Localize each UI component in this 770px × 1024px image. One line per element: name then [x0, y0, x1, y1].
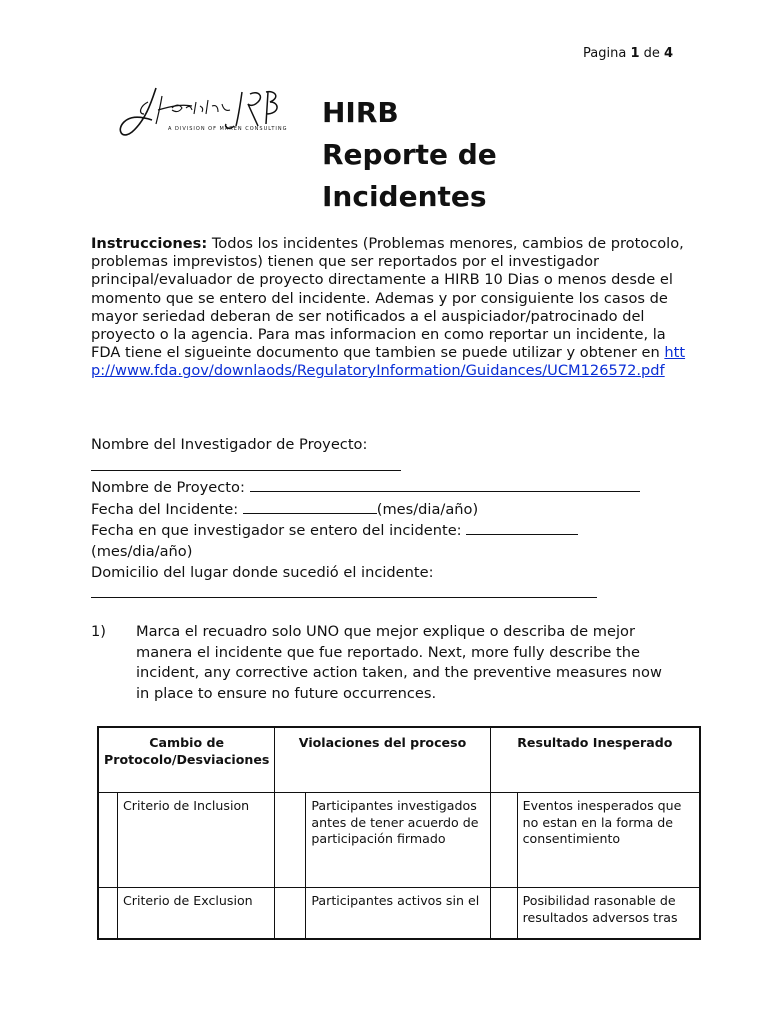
learned-date-label: Fecha en que investigador se entero del incidente: — [91, 522, 462, 540]
learned-date-line[interactable] — [466, 520, 578, 535]
title-line-3: Incidentes — [322, 180, 487, 213]
cell-unexpected-events: Eventos inesperados que no estan en la forma de consentimiento — [517, 793, 700, 888]
checkbox-inclusion[interactable] — [98, 793, 118, 888]
page-of: de — [643, 46, 660, 61]
incident-date-line[interactable] — [243, 499, 377, 514]
learned-date-format: (mes/dia/año) — [91, 542, 193, 560]
checkbox-unsigned-consent[interactable] — [275, 793, 306, 888]
incident-date-format: (mes/dia/año) — [376, 500, 479, 518]
cell-exclusion: Criterio de Exclusion — [118, 888, 275, 940]
page-current: 1 — [630, 46, 640, 61]
table-row — [98, 793, 700, 888]
project-name-line[interactable] — [250, 477, 640, 492]
cell-adverse-results: Posibilidad rasonable de resultados adversos tras — [517, 888, 700, 940]
header-protocol-change: Cambio de Protocolo/Desviaciones — [98, 727, 275, 793]
question-1-text: Marca el recuadro solo UNO que mejor explique o describa de mejor manera el incidente que fue reportado. Next, more fully describe the incident, any corrective action taken, and the preventive measures now in place to ensure no future occurrences. — [136, 623, 662, 702]
incident-type-table — [97, 726, 701, 940]
instructions-label: Instrucciones: — [91, 235, 208, 252]
instructions-body: Todos los incidentes (Problemas menores, cambios de protocolo, problemas imprevistos) tienen que ser reportados por el investigador principal/evaluador de proyecto directamente a HIRB 10 Dias o menos desde el momento que se entero del incidente. Ademas y por consiguiente los casos de mayor seriedad deberan de ser notificados a el auspiciador/patrocinado del proyecto o la agencia. Para mas informacion en como reportar un incidente, la FDA tiene el sigueinte documento que tambien se puede utilizar y obtener en — [91, 235, 684, 362]
header-process-violations: Violaciones del proceso — [275, 727, 490, 793]
header-unexpected-result: Resultado Inesperado — [490, 727, 700, 793]
cell-active-participants: Participantes activos sin el — [306, 888, 490, 940]
heartland-irb-logo — [112, 80, 312, 144]
project-name-label: Nombre de Proyecto: — [91, 479, 245, 497]
investigator-name-line[interactable] — [91, 456, 401, 471]
table-header-row — [98, 727, 700, 793]
checkbox-unexpected-events[interactable] — [490, 793, 517, 888]
cell-inclusion: Criterio de Inclusion — [118, 793, 275, 888]
checkbox-exclusion[interactable] — [98, 888, 118, 940]
checkbox-active-participants[interactable] — [275, 888, 306, 940]
fda-guidance-link[interactable]: http://www.fda.gov/downlaods/RegulatoryInformation/Guidances/UCM126572.pdf — [91, 344, 686, 380]
page-number — [583, 46, 673, 61]
document-title — [322, 92, 497, 218]
investigator-name-label: Nombre del Investigador de Proyecto: — [91, 436, 368, 453]
page-label: Pagina — [583, 46, 627, 61]
incident-date-label: Fecha del Incidente: — [91, 500, 239, 518]
question-1-number: 1) — [91, 623, 106, 640]
report-fields — [91, 435, 691, 605]
checkbox-adverse-results[interactable] — [490, 888, 517, 940]
title-line-2: Reporte de — [322, 138, 497, 171]
instructions-paragraph — [91, 235, 691, 381]
logo-tagline: A DIVISION OF MAREN CONSULTING — [168, 126, 288, 132]
title-line-1: HIRB — [322, 96, 399, 129]
page-total: 4 — [664, 46, 674, 61]
location-line[interactable] — [91, 583, 597, 598]
location-label: Domicilio del lugar donde sucedió el incidente: — [91, 563, 434, 581]
cell-unsigned-consent: Participantes investigados antes de tener acuerdo de participación firmado — [306, 793, 490, 888]
table-row — [98, 888, 700, 940]
